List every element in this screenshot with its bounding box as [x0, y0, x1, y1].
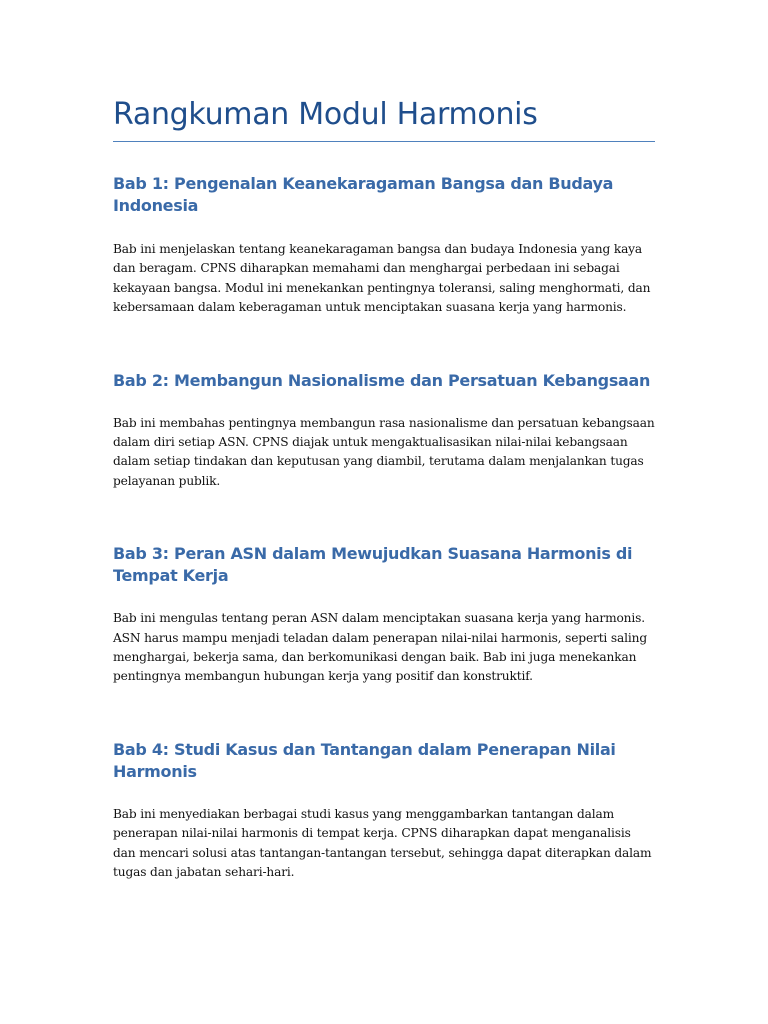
section-body: Bab ini menyediakan berbagai studi kasus yang menggambarkan tantangan dalam penerapan nilai-nilai harmonis di tempat kerja. CPNS diharapkan dapat menganalisis dan mencari solusi atas tantangan-tantangan tersebut, sehingga dapat diterapkan dalam tugas dan jabatan sehari-hari.	[113, 806, 652, 880]
section-bab-2	[113, 370, 655, 492]
section-heading: Bab 1: Pengenalan Keanekaragaman Bangsa dan Budaya Indonesia	[113, 174, 614, 215]
section-body: Bab ini mengulas tentang peran ASN dalam menciptakan suasana kerja yang harmonis. ASN harus mampu menjadi teladan dalam penerapan nilai-nilai harmonis, seperti saling menghargai, bekerja sama, dan berkomunikasi dengan baik. Bab ini juga menekankan pentingnya membangun hubungan kerja yang positif dan konstruktif.	[113, 611, 647, 684]
document-title: Rangkuman Modul Harmonis	[113, 95, 655, 142]
section-bab-3	[113, 543, 655, 687]
document-page	[113, 95, 655, 883]
section-body: Bab ini membahas pentingnya membangun rasa nasionalisme dan persatuan kebangsaan dalam diri setiap ASN. CPNS diajak untuk mengaktualisasikan nilai-nilai kebangsaan dalam setiap tindakan dan keputusan yang diambil, terutama dalam menjalankan tugas pelayanan publik.	[113, 415, 655, 488]
section-body: Bab ini menjelaskan tentang keanekaragaman bangsa dan budaya Indonesia yang kaya dan beragam. CPNS diharapkan memahami dan menghargai perbedaan ini sebagai kekayaan bangsa. Modul ini menekankan pentingnya toleransi, saling menghormati, dan kebersamaan dalam keberagaman untuk menciptakan suasana kerja yang harmonis.	[113, 242, 651, 315]
section-bab-4	[113, 739, 655, 883]
section-heading: Bab 4: Studi Kasus dan Tantangan dalam Penerapan Nilai Harmonis	[113, 739, 616, 781]
section-heading: Bab 2: Membangun Nasionalisme dan Persatuan Kebangsaan	[113, 370, 651, 390]
section-heading: Bab 3: Peran ASN dalam Mewujudkan Suasana Harmonis di Tempat Kerja	[113, 544, 633, 586]
section-bab-1	[113, 173, 655, 318]
